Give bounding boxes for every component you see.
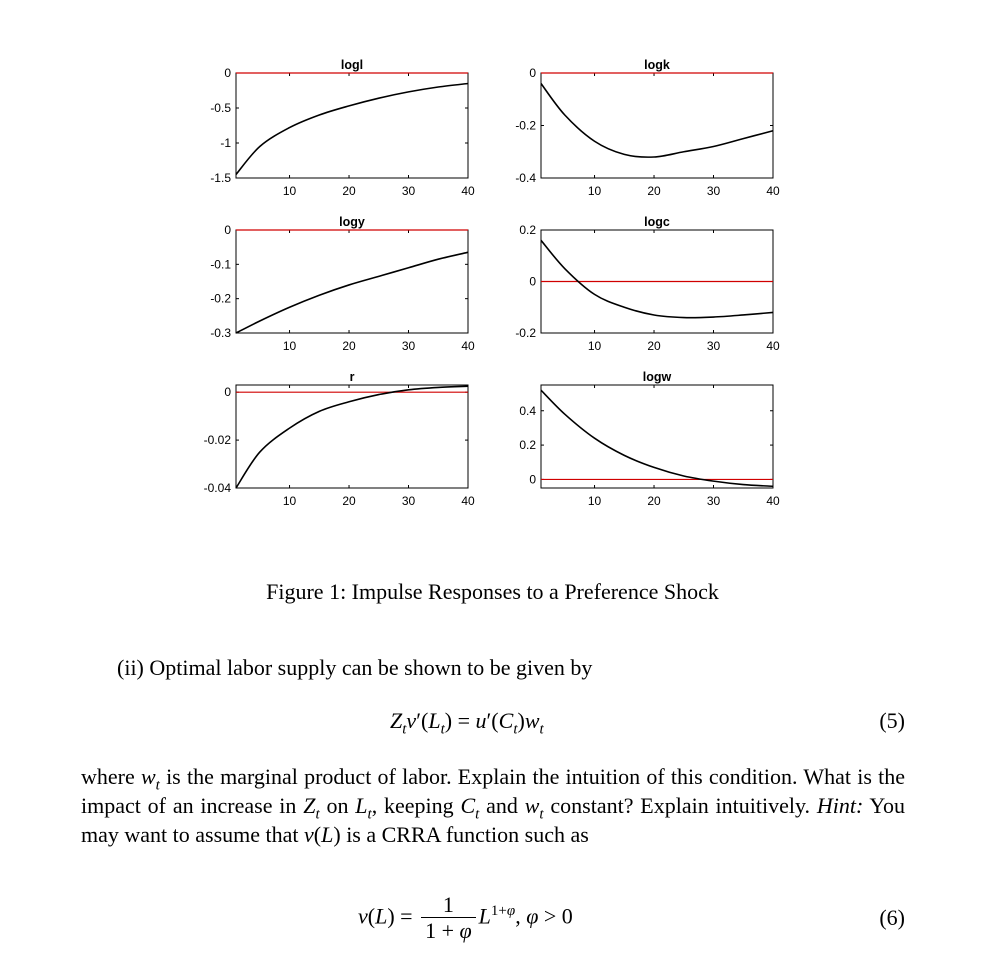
panel-title: logw bbox=[642, 370, 672, 384]
panel-logk bbox=[515, 58, 780, 198]
y-tick-label: 0 bbox=[224, 66, 231, 80]
x-tick-label: 20 bbox=[647, 184, 661, 198]
x-tick-label: 40 bbox=[766, 339, 780, 353]
x-tick-label: 10 bbox=[587, 184, 602, 198]
equation-5-number: (5) bbox=[879, 708, 905, 733]
para-part-1: is the marginal product of labor. Explain the intuition of this condition. What is the impact of an increase in bbox=[81, 764, 905, 818]
x-tick-label: 20 bbox=[342, 184, 356, 198]
panel-logl bbox=[210, 58, 475, 198]
y-tick-label: -0.04 bbox=[203, 481, 231, 495]
x-tick-label: 20 bbox=[342, 339, 356, 353]
hint-label: Hint: bbox=[816, 793, 864, 818]
para-part-4: is a CRRA function such as bbox=[340, 822, 589, 847]
x-tick-label: 10 bbox=[587, 494, 602, 508]
y-tick-label: -0.4 bbox=[515, 171, 536, 185]
y-tick-label: -1 bbox=[220, 136, 231, 150]
y-tick-label: 0 bbox=[529, 66, 536, 80]
panel-title: r bbox=[349, 370, 355, 384]
y-tick-label: -0.1 bbox=[210, 257, 231, 272]
panel-logy bbox=[210, 215, 475, 353]
y-tick-label: -0.02 bbox=[203, 433, 231, 448]
equation-5: $Z_tv'(L_t) = u'(C_t)w_t$ bbox=[390, 708, 544, 738]
x-tick-label: 30 bbox=[706, 184, 721, 198]
y-tick-label: 0 bbox=[224, 223, 231, 237]
panel-r bbox=[204, 370, 475, 508]
panel-title: logl bbox=[340, 58, 364, 72]
x-tick-label: 30 bbox=[706, 494, 721, 508]
x-tick-label: 20 bbox=[342, 494, 356, 508]
axes-box bbox=[541, 385, 773, 488]
y-tick-label: -1.5 bbox=[210, 171, 231, 185]
axes-box bbox=[236, 230, 468, 333]
x-tick-label: 40 bbox=[461, 494, 475, 508]
x-tick-label: 10 bbox=[282, 184, 297, 198]
panel-title: logy bbox=[339, 215, 365, 229]
y-tick-label: -0.2 bbox=[515, 118, 536, 133]
panel-logw bbox=[519, 370, 780, 508]
y-tick-label: 0.4 bbox=[519, 403, 536, 418]
y-tick-label: 0.2 bbox=[519, 438, 536, 453]
equation-6-number: (6) bbox=[879, 905, 905, 930]
x-tick-label: 40 bbox=[766, 184, 780, 198]
x-tick-label: 20 bbox=[647, 494, 661, 508]
body-paragraph: where $w_t$ is the marginal product of labor. Explain the intuition of this condition. What is the impact of an increase in $Z_t$ on $L_t$, keeping $C_t$ and $w_t$ constant? Explain intuitively. Hint: You may want to assume that v(L) is a CRRA function such as bbox=[81, 764, 906, 847]
y-tick-label: -0.2 bbox=[515, 326, 536, 340]
x-tick-label: 10 bbox=[282, 494, 297, 508]
y-tick-label: -0.5 bbox=[210, 101, 231, 115]
y-tick-label: 0 bbox=[224, 385, 231, 400]
axes-box bbox=[236, 73, 468, 178]
panel-title: logk bbox=[644, 58, 670, 72]
x-tick-label: 20 bbox=[647, 339, 661, 353]
para-part-2: constant? Explain intuitively. bbox=[543, 793, 817, 818]
y-tick-label: -0.2 bbox=[210, 291, 231, 306]
panel-title: logc bbox=[644, 215, 670, 229]
x-tick-label: 40 bbox=[461, 339, 475, 353]
item-ii-text: (ii) Optimal labor supply can be shown to be given by bbox=[117, 655, 593, 680]
y-tick-label: -0.3 bbox=[210, 326, 231, 340]
figure-caption: Figure 1: Impulse Responses to a Preference Shock bbox=[266, 579, 719, 604]
y-tick-label: 0.2 bbox=[519, 223, 536, 237]
y-tick-label: 0 bbox=[529, 472, 536, 487]
x-tick-label: 10 bbox=[587, 339, 602, 353]
x-tick-label: 30 bbox=[706, 339, 721, 353]
x-tick-label: 30 bbox=[401, 184, 416, 198]
x-tick-label: 40 bbox=[766, 494, 780, 508]
para-part-3: You may want to assume that bbox=[81, 793, 906, 847]
x-tick-label: 30 bbox=[401, 494, 416, 508]
panel-logc bbox=[515, 215, 780, 353]
equation-6: v(L) = $\frac{1}{1 + \varphi}$ $L^{1+\varphi}$, φ > 0 bbox=[358, 892, 573, 943]
y-tick-label: 0 bbox=[529, 274, 536, 289]
x-tick-label: 30 bbox=[401, 339, 416, 353]
x-tick-label: 10 bbox=[282, 339, 297, 353]
x-tick-label: 40 bbox=[461, 184, 475, 198]
